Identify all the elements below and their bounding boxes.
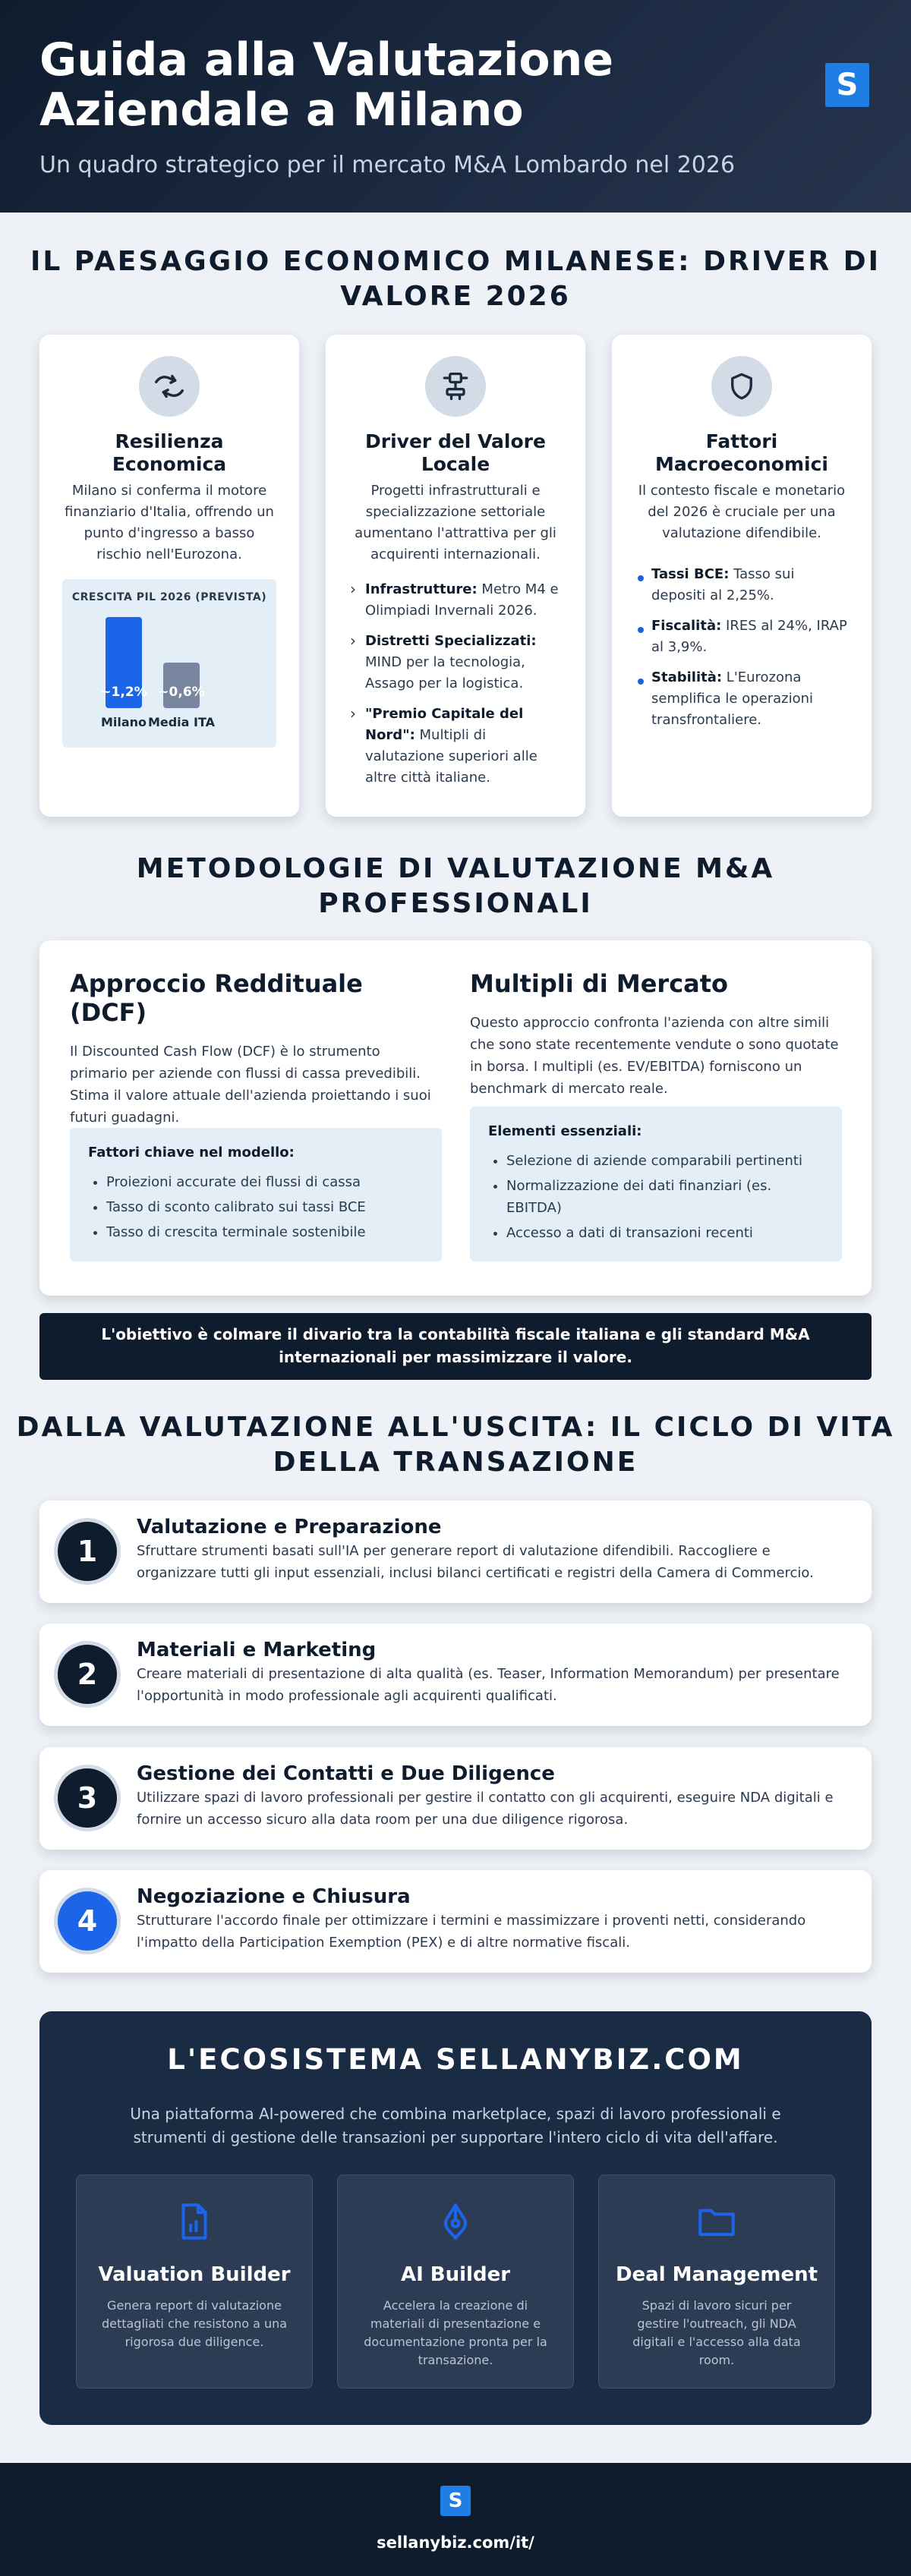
list-item: › Infrastrutture: Metro M4 e Olimpiadi Invernali 2026. — [348, 579, 563, 622]
page-subtitle: Un quadro strategico per il mercato M&A Lombardo nel 2026 — [39, 152, 736, 178]
list-item: • Accesso a dati di transazioni recenti — [506, 1222, 824, 1244]
crane-icon — [425, 356, 486, 417]
pen-nib-icon — [338, 2200, 573, 2247]
card-local-value-drivers — [326, 335, 585, 817]
ecosystem-title: L'ECOSISTEMA SELLANYBIZ.COM — [167, 2043, 744, 2076]
chart-title: CRESCITA PIL 2026 (PREVISTA) — [71, 591, 267, 603]
list-item: • Normalizzazione dei dati finanziari (es. EBITDA) — [506, 1175, 824, 1219]
lifecycle-step-1 — [39, 1501, 872, 1603]
list-item: • Tasso di sconto calibrato sui tassi BCE — [106, 1196, 424, 1218]
essentials-list — [488, 1150, 824, 1244]
chart-svg — [62, 579, 276, 748]
market-multiples-approach — [470, 969, 842, 1100]
ecosystem-description: Una piattaforma AI-powered che combina marketplace, spazi di lavoro professionali e strumenti di gestione delle transazioni per supportare l'intero ciclo di vita dell'affare. — [130, 2105, 781, 2146]
method-description: Il Discounted Cash Flow (DCF) è lo strumento primario per aziende con flussi di cassa prevedibili. Stima il valore attuale dell'azienda proiettando i suoi futuri guadagni. — [70, 1044, 431, 1126]
list-item: › "Premio Capitale del Nord": Multipli di valutazione superiori alle altre città italiane. — [348, 704, 563, 789]
list-item: • Proiezioni accurate dei flussi di cassa — [106, 1171, 424, 1193]
step-number: 2 — [58, 1645, 117, 1704]
list-item: Fiscalità: IRES al 24%, IRAP al 3,9%. — [635, 616, 849, 658]
methodologies-card — [39, 940, 872, 1296]
bar-value-label: ~1,2% — [100, 685, 147, 700]
step-description: Sfruttare strumenti basati sull'IA per generare report di valutazione difendibili. Raccogliere e organizzare tutti gli input essenziali, inclusi bilanci certificati e registri della Camera di Commercio. — [137, 1543, 814, 1581]
ecosystem-card-title: Deal Management — [615, 2263, 818, 2286]
ecosystem-card-description: Accelera la creazione di materiali di presentazione e documentazione pronta per la transazione. — [364, 2298, 547, 2367]
key-factors-list — [88, 1171, 424, 1243]
method-title: Multipli di Mercato — [470, 969, 729, 998]
list-item: • Tasso di crescita terminale sostenibile — [106, 1221, 424, 1243]
gdp-growth-chart — [62, 579, 276, 748]
ecosystem-card-description: Genera report di valutazione dettagliati che resistono a una rigorosa due diligence. — [101, 2298, 288, 2349]
header — [0, 0, 911, 213]
trend-arrows-icon — [139, 356, 200, 417]
bar-value-label: ~0,6% — [158, 685, 205, 700]
folder-icon — [599, 2200, 834, 2247]
lifecycle-step-3 — [39, 1747, 872, 1850]
card-macroeconomic-factors — [612, 335, 872, 817]
step-description: Strutturare l'accordo finale per ottimizzare i termini e massimizzare i proventi netti, considerando l'impatto della Participation Exemption (PEX) e di altre normative fiscali. — [137, 1913, 806, 1951]
step-description: Utilizzare spazi di lavoro professionali per gestire il contatto con gli acquirenti, eseguire NDA digitali e fornire un accesso sicuro alla data room per una due diligence rigorosa. — [137, 1790, 834, 1828]
step-title: Gestione dei Contatti e Due Diligence — [137, 1762, 555, 1785]
macro-factors-list — [635, 564, 849, 731]
dcf-approach — [70, 969, 442, 1129]
goal-banner: L'obiettivo è colmare il divario tra la contabilità fiscale italiana e gli standard M&A internazionali per massimizzare il valore. — [39, 1313, 872, 1380]
footer-url-link[interactable]: sellanybiz.com/it/ — [377, 2533, 534, 2552]
card-description: Milano si conferma il motore finanziario d'Italia, offrendo un punto d'ingresso a basso rischio nell'Eurozona. — [65, 483, 274, 562]
ecosystem-section — [39, 2011, 872, 2425]
step-number: 1 — [58, 1522, 117, 1581]
box-title: Fattori chiave nel modello: — [88, 1145, 295, 1160]
list-item: Tassi BCE: Tasso sui depositi al 2,25%. — [635, 564, 849, 606]
ecosystem-card-deal-management[interactable] — [598, 2174, 835, 2389]
card-description: Progetti infrastrutturali e specializzazione settoriale aumentano l'attrattiva per gli acquirenti internazionali. — [355, 483, 556, 562]
card-title: Fattori Macroeconomici — [654, 430, 828, 475]
list-item: › Distretti Specializzati: MIND per la tecnologia, Assago per la logistica. — [348, 631, 563, 694]
step-number: 3 — [58, 1768, 117, 1828]
ecosystem-card-title: Valuation Builder — [98, 2263, 291, 2286]
method-description: Questo approccio confronta l'azienda con altre simili che sono state recentemente vendute o sono quotate in borsa. I multipli (es. EV/EBITDA) forniscono un benchmark di mercato reale. — [470, 1015, 839, 1097]
step-title: Negoziazione e Chiusura — [137, 1885, 411, 1908]
card-title: Driver del Valore Locale — [365, 430, 546, 475]
step-number: 4 — [58, 1891, 117, 1951]
shield-icon — [711, 356, 772, 417]
footer — [0, 2463, 911, 2576]
card-title: Resilienza Economica — [112, 430, 227, 475]
ecosystem-card-ai-builder[interactable] — [337, 2174, 574, 2389]
logo[interactable]: S — [825, 63, 869, 107]
step-title: Valutazione e Preparazione — [137, 1516, 442, 1538]
lifecycle-step-2 — [39, 1623, 872, 1726]
footer-logo[interactable]: S — [440, 2486, 471, 2516]
dcf-key-factors-box — [70, 1128, 442, 1261]
step-title: Materiali e Marketing — [137, 1639, 377, 1661]
step-description: Creare materiali di presentazione di alta qualità (es. Teaser, Information Memorandum) per presentare l'opportunità in modo professionale agli acquirenti qualificati. — [137, 1666, 840, 1704]
value-drivers-list — [348, 579, 563, 789]
category-label: Milano — [100, 715, 147, 729]
ecosystem-card-description: Spazi di lavoro sicuri per gestire l'outreach, gli NDA digitali e l'accesso alla data room. — [632, 2298, 801, 2367]
category-label: Media ITA — [147, 715, 216, 729]
page-title: Guida alla Valutazione Aziendale a Milano — [39, 33, 614, 137]
ecosystem-card-title: AI Builder — [400, 2263, 511, 2286]
ecosystem-card-valuation-builder[interactable] — [76, 2174, 313, 2389]
multiples-essentials-box — [470, 1107, 842, 1261]
section-title-economic-landscape: IL PAESAGGIO ECONOMICO MILANESE: DRIVER DI VALORE 2026 — [30, 246, 881, 312]
section-title-methodologies: METODOLOGIE DI VALUTAZIONE M&A PROFESSIONALI — [136, 853, 775, 919]
card-economic-resilience — [39, 335, 299, 817]
list-item: • Selezione di aziende comparabili pertinenti — [506, 1150, 824, 1172]
box-title: Elementi essenziali: — [488, 1123, 642, 1139]
document-chart-icon — [77, 2200, 312, 2247]
method-title: Approccio Reddituale (DCF) — [70, 969, 363, 1027]
card-description: Il contesto fiscale e monetario del 2026 è cruciale per una valutazione difendibile. — [638, 483, 846, 541]
list-item: Stabilità: L'Eurozona semplifica le operazioni transfrontaliere. — [635, 667, 849, 731]
section-title-transaction-lifecycle: DALLA VALUTAZIONE ALL'USCITA: IL CICLO DI VITA DELLA TRANSAZIONE — [16, 1412, 895, 1478]
lifecycle-step-4 — [39, 1870, 872, 1973]
